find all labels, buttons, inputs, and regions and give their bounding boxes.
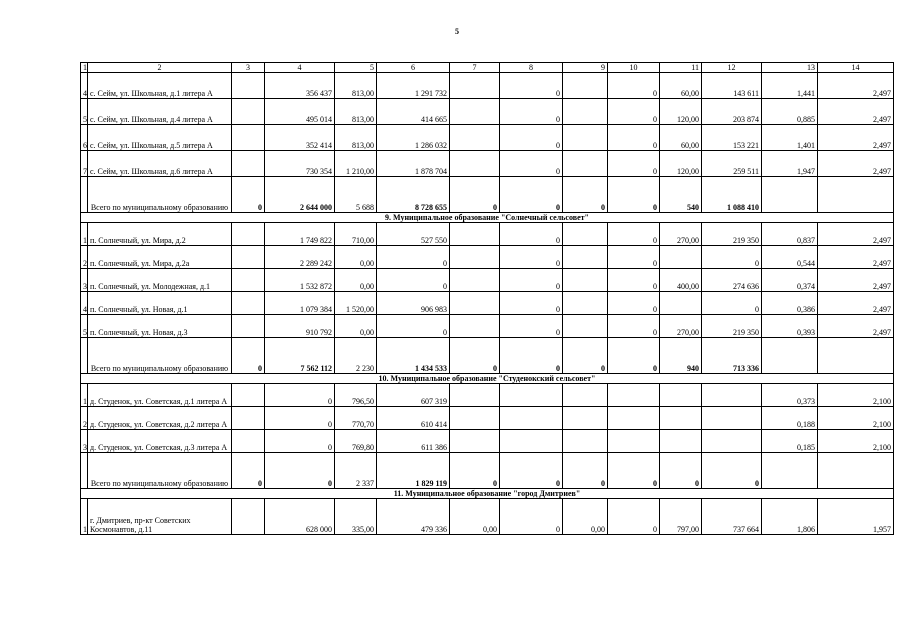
total-value: 540 xyxy=(660,177,702,213)
value-cell xyxy=(232,99,265,125)
value-cell xyxy=(232,315,265,338)
section-row xyxy=(81,374,894,384)
total-value: 0 xyxy=(450,453,500,489)
value-cell: 737 664 xyxy=(702,499,762,535)
table-row xyxy=(81,269,894,292)
value-cell: 0 xyxy=(702,292,762,315)
value-cell xyxy=(563,73,608,99)
value-cell xyxy=(232,430,265,453)
value-cell: 0 xyxy=(377,315,450,338)
address-cell: с. Сейм, ул. Школьная, д.4 литера А xyxy=(88,99,232,125)
total-value: 7 562 112 xyxy=(265,338,335,374)
value-cell: 730 354 xyxy=(265,151,335,177)
value-cell: 2,100 xyxy=(818,384,894,407)
value-cell: 203 874 xyxy=(702,99,762,125)
value-cell: 153 221 xyxy=(702,125,762,151)
table-row xyxy=(81,315,894,338)
column-header: 10 xyxy=(608,63,660,73)
value-cell: 0 xyxy=(265,430,335,453)
value-cell: 0 xyxy=(608,292,660,315)
value-cell xyxy=(450,430,500,453)
value-cell: 0,386 xyxy=(762,292,818,315)
value-cell: 0,00 xyxy=(335,315,377,338)
total-value: 8 728 655 xyxy=(377,177,450,213)
value-cell: 0 xyxy=(500,223,563,246)
value-cell: 0,393 xyxy=(762,315,818,338)
value-cell: 0 xyxy=(265,407,335,430)
address-cell: п. Солнечный, ул. Мира, д.2а xyxy=(88,246,232,269)
total-value: 0 xyxy=(232,177,265,213)
value-cell xyxy=(660,384,702,407)
table-row xyxy=(81,99,894,125)
value-cell xyxy=(232,125,265,151)
value-cell: 0,885 xyxy=(762,99,818,125)
address-cell: д. Студенок, ул. Советская, д.1 литера А xyxy=(88,384,232,407)
column-header: 12 xyxy=(702,63,762,73)
table-row xyxy=(81,223,894,246)
total-value: 0 xyxy=(265,453,335,489)
value-cell: 0 xyxy=(608,499,660,535)
value-cell: 770,70 xyxy=(335,407,377,430)
row-number: 4 xyxy=(81,292,88,315)
total-row xyxy=(81,338,894,374)
total-value: 0 xyxy=(563,338,608,374)
total-value: 2 230 xyxy=(335,338,377,374)
address-cell: с. Сейм, ул. Школьная, д.5 литера А xyxy=(88,125,232,151)
value-cell: 60,00 xyxy=(660,125,702,151)
value-cell: 0 xyxy=(377,246,450,269)
value-cell: 0 xyxy=(702,246,762,269)
table-row xyxy=(81,246,894,269)
value-cell: 610 414 xyxy=(377,407,450,430)
column-header: 6 xyxy=(377,63,450,73)
total-value: 0 xyxy=(563,177,608,213)
value-cell: 0,837 xyxy=(762,223,818,246)
value-cell: 0 xyxy=(500,292,563,315)
value-cell xyxy=(563,430,608,453)
column-header: 13 xyxy=(762,63,818,73)
total-value: 0 xyxy=(500,338,563,374)
value-cell: 1 749 822 xyxy=(265,223,335,246)
value-cell: 0 xyxy=(500,499,563,535)
value-cell: 0,00 xyxy=(450,499,500,535)
total-value xyxy=(81,338,88,374)
value-cell: 1,806 xyxy=(762,499,818,535)
value-cell: 2,497 xyxy=(818,73,894,99)
value-cell: 352 414 xyxy=(265,125,335,151)
column-header: 11 xyxy=(660,63,702,73)
address-cell: д. Студенок, ул. Советская, д.3 литера А xyxy=(88,430,232,453)
value-cell xyxy=(608,407,660,430)
total-row xyxy=(81,453,894,489)
total-value xyxy=(762,453,818,489)
value-cell: 2,497 xyxy=(818,99,894,125)
value-cell: 2,497 xyxy=(818,223,894,246)
value-cell: 0,188 xyxy=(762,407,818,430)
value-cell: 0,373 xyxy=(762,384,818,407)
value-cell xyxy=(702,407,762,430)
value-cell: 2,497 xyxy=(818,315,894,338)
row-number: 5 xyxy=(81,99,88,125)
value-cell xyxy=(450,151,500,177)
column-header: 4 xyxy=(265,63,335,73)
value-cell xyxy=(608,430,660,453)
row-number: 5 xyxy=(81,315,88,338)
value-cell xyxy=(450,315,500,338)
total-value: 1 829 119 xyxy=(377,453,450,489)
value-cell xyxy=(232,151,265,177)
value-cell: 1,957 xyxy=(818,499,894,535)
value-cell: 120,00 xyxy=(660,151,702,177)
table-row xyxy=(81,499,894,535)
row-number: 2 xyxy=(81,407,88,430)
value-cell xyxy=(563,292,608,315)
value-cell: 1,947 xyxy=(762,151,818,177)
value-cell: 414 665 xyxy=(377,99,450,125)
value-cell: 797,00 xyxy=(660,499,702,535)
value-cell: 1 878 704 xyxy=(377,151,450,177)
total-label: Всего по муниципальному образованию xyxy=(88,338,232,374)
column-header: 2 xyxy=(88,63,232,73)
value-cell: 2,497 xyxy=(818,246,894,269)
value-cell xyxy=(563,99,608,125)
value-cell xyxy=(450,73,500,99)
total-label: Всего по муниципальному образованию xyxy=(88,177,232,213)
value-cell: 0,374 xyxy=(762,269,818,292)
value-cell: 259 511 xyxy=(702,151,762,177)
value-cell xyxy=(232,384,265,407)
value-cell xyxy=(232,246,265,269)
address-cell: п. Солнечный, ул. Новая, д.1 xyxy=(88,292,232,315)
value-cell: 120,00 xyxy=(660,99,702,125)
value-cell: 710,00 xyxy=(335,223,377,246)
value-cell: 796,50 xyxy=(335,384,377,407)
value-cell: 270,00 xyxy=(660,223,702,246)
value-cell: 335,00 xyxy=(335,499,377,535)
row-number: 3 xyxy=(81,430,88,453)
value-cell: 2,497 xyxy=(818,125,894,151)
table-row xyxy=(81,430,894,453)
value-cell: 0,00 xyxy=(563,499,608,535)
value-cell: 607 319 xyxy=(377,384,450,407)
value-cell xyxy=(500,384,563,407)
total-value: 0 xyxy=(563,453,608,489)
value-cell: 769,80 xyxy=(335,430,377,453)
value-cell xyxy=(450,223,500,246)
value-cell: 1,401 xyxy=(762,125,818,151)
value-cell: 479 336 xyxy=(377,499,450,535)
total-value xyxy=(818,338,894,374)
total-label: Всего по муниципальному образованию xyxy=(88,453,232,489)
value-cell xyxy=(500,407,563,430)
total-value xyxy=(762,177,818,213)
value-cell: 60,00 xyxy=(660,73,702,99)
value-cell xyxy=(563,407,608,430)
total-value: 713 336 xyxy=(702,338,762,374)
value-cell: 2,100 xyxy=(818,430,894,453)
total-value: 2 337 xyxy=(335,453,377,489)
column-header: 7 xyxy=(450,63,500,73)
value-cell: 0 xyxy=(500,73,563,99)
value-cell: 813,00 xyxy=(335,125,377,151)
table-row xyxy=(81,407,894,430)
table-row xyxy=(81,151,894,177)
total-value: 940 xyxy=(660,338,702,374)
value-cell: 0 xyxy=(608,99,660,125)
total-value: 0 xyxy=(702,453,762,489)
value-cell: 0 xyxy=(500,125,563,151)
value-cell: 0,00 xyxy=(335,269,377,292)
total-value: 0 xyxy=(660,453,702,489)
value-cell: 0 xyxy=(608,73,660,99)
value-cell: 1 291 732 xyxy=(377,73,450,99)
value-cell: 813,00 xyxy=(335,99,377,125)
total-value xyxy=(81,453,88,489)
value-cell xyxy=(660,430,702,453)
value-cell: 0 xyxy=(500,269,563,292)
column-header: 3 xyxy=(232,63,265,73)
value-cell xyxy=(450,292,500,315)
value-cell xyxy=(563,315,608,338)
table-row xyxy=(81,384,894,407)
value-cell xyxy=(500,430,563,453)
address-cell: с. Сейм, ул. Школьная, д.6 литера А xyxy=(88,151,232,177)
value-cell: 813,00 xyxy=(335,73,377,99)
value-cell xyxy=(232,269,265,292)
value-cell xyxy=(232,292,265,315)
value-cell xyxy=(232,499,265,535)
section-title: 11. Муниципальное образование "город Дмитриев" xyxy=(81,489,894,499)
row-number: 1 xyxy=(81,499,88,535)
table-row xyxy=(81,125,894,151)
value-cell xyxy=(232,223,265,246)
value-cell: 1 532 872 xyxy=(265,269,335,292)
value-cell xyxy=(232,73,265,99)
address-cell: д. Студенок, ул. Советская, д.2 литера А xyxy=(88,407,232,430)
value-cell xyxy=(450,125,500,151)
value-cell: 270,00 xyxy=(660,315,702,338)
value-cell: 356 437 xyxy=(265,73,335,99)
value-cell: 0 xyxy=(500,99,563,125)
value-cell xyxy=(450,99,500,125)
row-number: 1 xyxy=(81,384,88,407)
value-cell xyxy=(563,384,608,407)
row-number: 3 xyxy=(81,269,88,292)
total-value: 0 xyxy=(232,338,265,374)
total-value xyxy=(81,177,88,213)
value-cell: 2,100 xyxy=(818,407,894,430)
section-row xyxy=(81,489,894,499)
total-value xyxy=(818,177,894,213)
value-cell xyxy=(608,384,660,407)
value-cell: 1 520,00 xyxy=(335,292,377,315)
value-cell: 0 xyxy=(608,269,660,292)
total-value: 0 xyxy=(450,338,500,374)
column-header: 1 xyxy=(81,63,88,73)
value-cell xyxy=(450,407,500,430)
address-cell: с. Сейм, ул. Школьная, д.1 литера А xyxy=(88,73,232,99)
total-value: 0 xyxy=(608,177,660,213)
row-number: 4 xyxy=(81,73,88,99)
total-value: 1 434 533 xyxy=(377,338,450,374)
header-row xyxy=(81,63,894,73)
column-header: 8 xyxy=(500,63,563,73)
value-cell: 219 350 xyxy=(702,315,762,338)
value-cell: 0 xyxy=(265,384,335,407)
value-cell xyxy=(660,407,702,430)
address-cell: п. Солнечный, ул. Новая, д.3 xyxy=(88,315,232,338)
value-cell xyxy=(450,246,500,269)
value-cell: 0 xyxy=(500,315,563,338)
value-cell: 628 000 xyxy=(265,499,335,535)
value-cell: 1 079 384 xyxy=(265,292,335,315)
data-table xyxy=(80,62,894,535)
column-header: 5 xyxy=(335,63,377,73)
row-number: 1 xyxy=(81,223,88,246)
value-cell: 527 550 xyxy=(377,223,450,246)
value-cell: 0 xyxy=(608,246,660,269)
column-header: 14 xyxy=(818,63,894,73)
total-value: 5 688 xyxy=(335,177,377,213)
total-value: 0 xyxy=(232,453,265,489)
value-cell: 274 636 xyxy=(702,269,762,292)
total-value: 0 xyxy=(608,453,660,489)
total-value: 0 xyxy=(500,453,563,489)
table-row xyxy=(81,292,894,315)
column-header: 9 xyxy=(563,63,608,73)
total-value: 0 xyxy=(500,177,563,213)
page-number: 5 xyxy=(455,27,459,36)
value-cell: 1 286 032 xyxy=(377,125,450,151)
value-cell: 1 210,00 xyxy=(335,151,377,177)
value-cell xyxy=(563,151,608,177)
value-cell: 0 xyxy=(608,151,660,177)
value-cell xyxy=(563,246,608,269)
row-number: 2 xyxy=(81,246,88,269)
value-cell xyxy=(702,430,762,453)
value-cell: 910 792 xyxy=(265,315,335,338)
row-number: 6 xyxy=(81,125,88,151)
value-cell xyxy=(563,269,608,292)
value-cell: 1,441 xyxy=(762,73,818,99)
value-cell: 611 386 xyxy=(377,430,450,453)
table-row xyxy=(81,73,894,99)
value-cell: 400,00 xyxy=(660,269,702,292)
value-cell: 2,497 xyxy=(818,292,894,315)
value-cell: 2,497 xyxy=(818,151,894,177)
value-cell: 219 350 xyxy=(702,223,762,246)
section-title: 9. Муниципальное образование "Солнечный сельсовет" xyxy=(81,213,894,223)
value-cell xyxy=(660,292,702,315)
value-cell: 143 611 xyxy=(702,73,762,99)
address-cell: г. Дмитриев, пр-кт Советских Космонавтов, д.11 xyxy=(88,499,232,535)
total-value xyxy=(762,338,818,374)
value-cell: 2,497 xyxy=(818,269,894,292)
value-cell: 495 014 xyxy=(265,99,335,125)
value-cell xyxy=(450,269,500,292)
value-cell: 2 289 242 xyxy=(265,246,335,269)
total-value: 1 088 410 xyxy=(702,177,762,213)
address-cell: п. Солнечный, ул. Молодежная, д.1 xyxy=(88,269,232,292)
value-cell: 0,00 xyxy=(335,246,377,269)
value-cell xyxy=(232,407,265,430)
value-cell: 906 983 xyxy=(377,292,450,315)
value-cell: 0 xyxy=(500,151,563,177)
value-cell: 0,544 xyxy=(762,246,818,269)
value-cell xyxy=(563,125,608,151)
total-value: 2 644 000 xyxy=(265,177,335,213)
value-cell xyxy=(450,384,500,407)
address-cell: п. Солнечный, ул. Мира, д.2 xyxy=(88,223,232,246)
value-cell: 0 xyxy=(500,246,563,269)
value-cell xyxy=(563,223,608,246)
value-cell: 0 xyxy=(608,315,660,338)
section-row xyxy=(81,213,894,223)
value-cell: 0 xyxy=(608,223,660,246)
total-value: 0 xyxy=(608,338,660,374)
value-cell: 0,185 xyxy=(762,430,818,453)
total-value xyxy=(818,453,894,489)
value-cell xyxy=(702,384,762,407)
value-cell xyxy=(660,246,702,269)
row-number: 7 xyxy=(81,151,88,177)
total-row xyxy=(81,177,894,213)
value-cell: 0 xyxy=(377,269,450,292)
total-value: 0 xyxy=(450,177,500,213)
value-cell: 0 xyxy=(608,125,660,151)
section-title: 10. Муниципальное образование "Студенокский сельсовет" xyxy=(81,374,894,384)
